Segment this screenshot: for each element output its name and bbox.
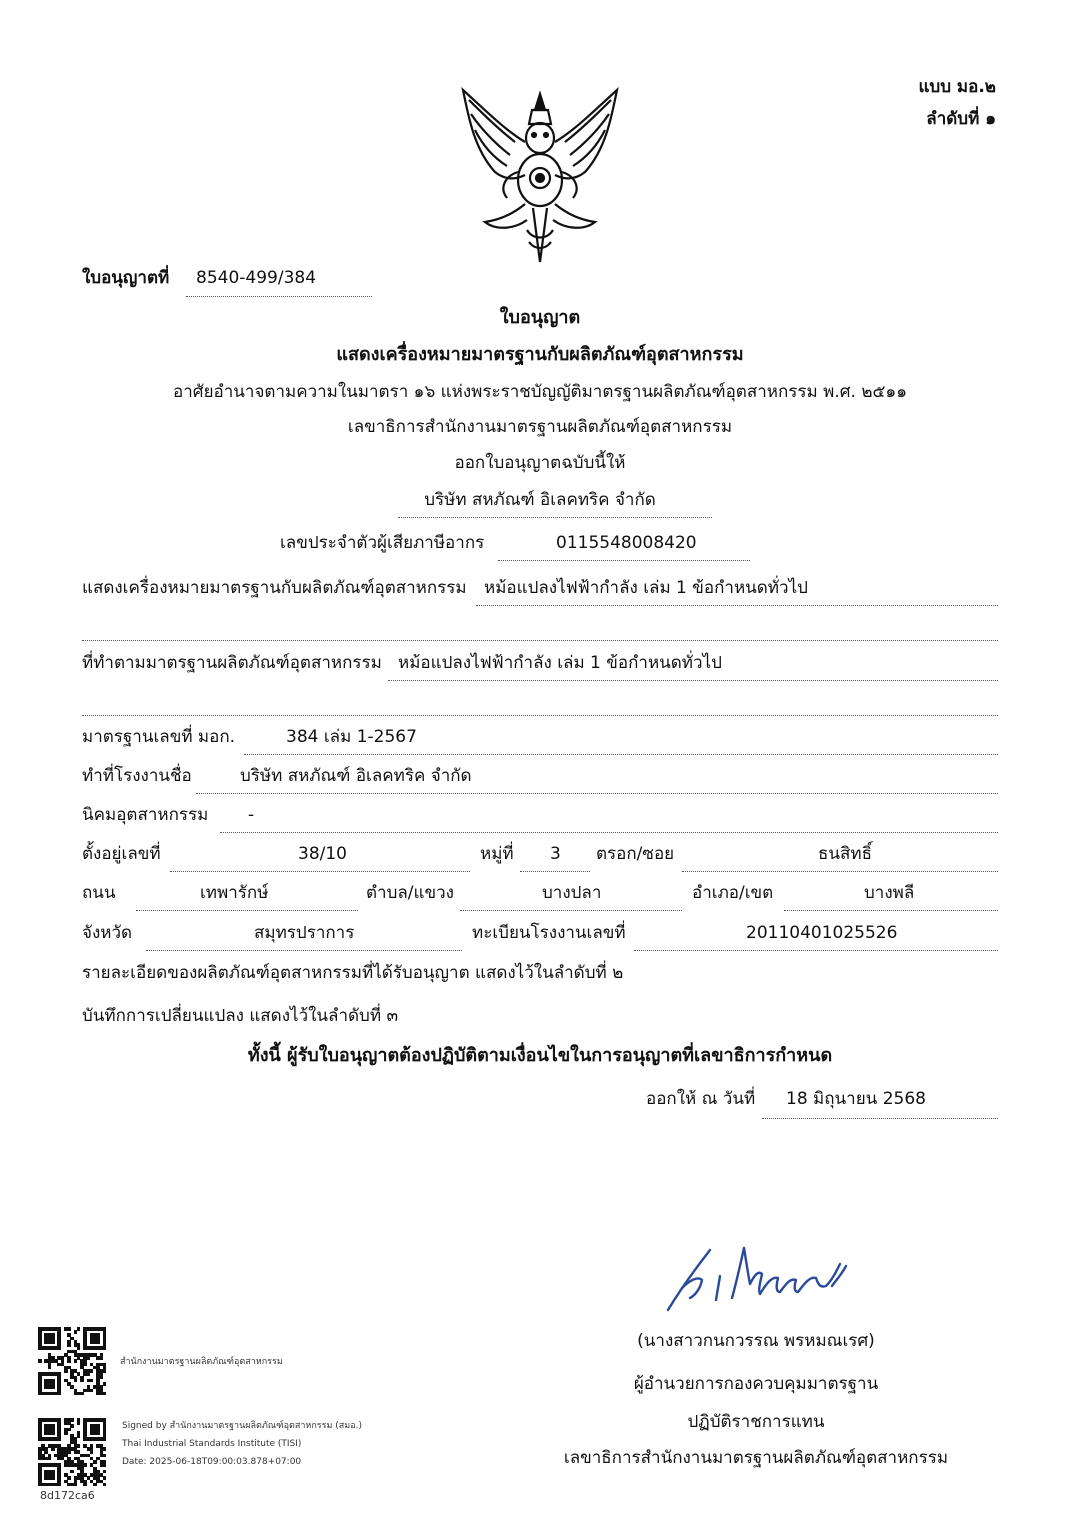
address-road-dots xyxy=(136,910,358,911)
made-to-dots xyxy=(388,680,998,681)
signatory-name: (นางสาวกนกวรรณ พรหมณเรศ) xyxy=(637,1331,875,1351)
mark-product-label: แสดงเครื่องหมายมาตรฐานกับผลิตภัณฑ์อุตสาหกรรม xyxy=(82,578,467,598)
address-no-label: ตั้งอยู่เลขที่ xyxy=(82,844,161,864)
preamble-line-1: อาศัยอำนาจตามความในมาตรา ๑๖ แห่งพระราชบัญญัติมาตรฐานผลิตภัณฑ์อุตสาหกรรม พ.ศ. ๒๕๑๑ xyxy=(173,382,907,402)
address-province-value: สมุทรปราการ xyxy=(254,923,355,943)
qr-code-icon xyxy=(38,1418,106,1486)
mark-product-dots-2 xyxy=(82,640,998,641)
address-moo-dots xyxy=(520,871,590,872)
address-moo-value: 3 xyxy=(550,844,561,864)
address-soi-value: ธนสิทธิ์ xyxy=(818,844,872,864)
factory-reg-label: ทะเบียนโรงงานเลขที่ xyxy=(472,923,626,943)
factory-reg-dots xyxy=(634,950,998,951)
address-no-value: 38/10 xyxy=(298,844,347,864)
footer-signed-by: Signed by สำนักงานมาตรฐานผลิตภัณฑ์อุตสาหกรรม (สมอ.) xyxy=(122,1421,362,1431)
address-soi-dots xyxy=(682,871,998,872)
license-no-value: 8540-499/384 xyxy=(196,268,317,288)
standard-no-value: 384 เล่ม 1-2567 xyxy=(286,727,417,747)
preamble-line-2: เลขาธิการสำนักงานมาตรฐานผลิตภัณฑ์อุตสาหกรรม xyxy=(347,417,733,437)
signatory-position-1: ผู้อำนวยการกองควบคุมมาตรฐาน xyxy=(633,1374,879,1394)
address-province-dots xyxy=(146,950,462,951)
qr-code-icon xyxy=(38,1327,106,1395)
standard-no-dots xyxy=(244,754,998,755)
details-note: รายละเอียดของผลิตภัณฑ์อุตสาหกรรมที่ได้รับอนุญาต แสดงไว้ในลำดับที่ ๒ xyxy=(82,963,624,983)
address-road-label: ถนน xyxy=(82,883,116,903)
address-soi-label: ตรอก/ซอย xyxy=(596,844,675,864)
factory-reg-value: 20110401025526 xyxy=(746,923,898,943)
standard-no-label: มาตรฐานเลขที่ มอก. xyxy=(82,727,236,747)
signatory-position-3: เลขาธิการสำนักงานมาตรฐานผลิตภัณฑ์อุตสาหกรรม xyxy=(563,1448,949,1468)
factory-name-label: ทำที่โรงงานชื่อ xyxy=(82,766,192,786)
factory-name-dots xyxy=(196,793,998,794)
document-subtitle: แสดงเครื่องหมายมาตรฐานกับผลิตภัณฑ์อุตสาหกรรม xyxy=(336,344,744,365)
address-moo-label: หมู่ที่ xyxy=(480,844,514,864)
issue-date-dots xyxy=(762,1118,998,1119)
tax-id-dots xyxy=(498,560,750,561)
tax-id-value: 0115548008420 xyxy=(556,533,697,553)
made-to-label: ที่ทำตามมาตรฐานผลิตภัณฑ์อุตสาหกรรม xyxy=(82,653,382,673)
made-to-value: หม้อแปลงไฟฟ้ากำลัง เล่ม 1 ข้อกำหนดทั่วไป xyxy=(398,653,722,673)
industrial-estate-dots xyxy=(220,832,998,833)
footer-date: Date: 2025-06-18T09:00:03.878+07:00 xyxy=(122,1457,302,1467)
address-district-label: อำเภอ/เขต xyxy=(692,883,774,903)
industrial-estate-value: - xyxy=(248,805,255,825)
address-road-value: เทพารักษ์ xyxy=(200,883,269,903)
license-condition: ทั้งนี้ ผู้รับใบอนุญาตต้องปฏิบัติตามเงื่อนไขในการอนุญาตที่เลขาธิการกำหนด xyxy=(247,1045,833,1066)
address-subdistrict-value: บางปลา xyxy=(542,883,602,903)
made-to-dots-2 xyxy=(82,715,998,716)
changes-note: บันทึกการเปลี่ยนแปลง แสดงไว้ในลำดับที่ ๓ xyxy=(82,1006,399,1026)
factory-name-value: บริษัท สหภัณฑ์ อิเลคทริค จำกัด xyxy=(240,766,472,786)
address-no-dots xyxy=(170,871,470,872)
signature xyxy=(660,1240,860,1320)
mark-product-value: หม้อแปลงไฟฟ้ากำลัง เล่ม 1 ข้อกำหนดทั่วไป xyxy=(484,578,808,598)
address-district-value: บางพลี xyxy=(864,883,915,903)
address-district-dots xyxy=(784,910,998,911)
licensee-name: บริษัท สหภัณฑ์ อิเลคทริค จำกัด xyxy=(424,490,656,510)
address-subdistrict-dots xyxy=(460,910,682,911)
licensee-dots xyxy=(398,517,712,518)
signatory-position-2: ปฏิบัติราชการแทน xyxy=(687,1412,825,1432)
industrial-estate-label: นิคมอุตสาหกรรม xyxy=(82,805,209,825)
license-no-label: ใบอนุญาตที่ xyxy=(82,268,170,288)
address-province-label: จังหวัด xyxy=(82,923,133,943)
preamble-line-3: ออกใบอนุญาตฉบับนี้ให้ xyxy=(454,453,626,473)
footer-institute: Thai Industrial Standards Institute (TISI) xyxy=(122,1439,302,1449)
garuda-emblem-icon xyxy=(455,80,625,270)
sequence-number: ลำดับที่ ๑ xyxy=(926,109,996,129)
issue-date-value: 18 มิถุนายน 2568 xyxy=(786,1089,926,1109)
document-title: ใบอนุญาต xyxy=(499,307,581,328)
footer-code: 8d172ca6 xyxy=(40,1489,95,1502)
mark-product-dots xyxy=(476,605,998,606)
address-subdistrict-label: ตำบล/แขวง xyxy=(366,883,454,903)
form-code: แบบ มอ.๒ xyxy=(918,77,996,97)
license-no-dots xyxy=(186,296,372,297)
footer-org: สำนักงานมาตรฐานผลิตภัณฑ์อุตสาหกรรม xyxy=(120,1357,283,1367)
issue-date-label: ออกให้ ณ วันที่ xyxy=(646,1089,756,1109)
tax-id-label: เลขประจำตัวผู้เสียภาษีอากร xyxy=(280,533,485,553)
